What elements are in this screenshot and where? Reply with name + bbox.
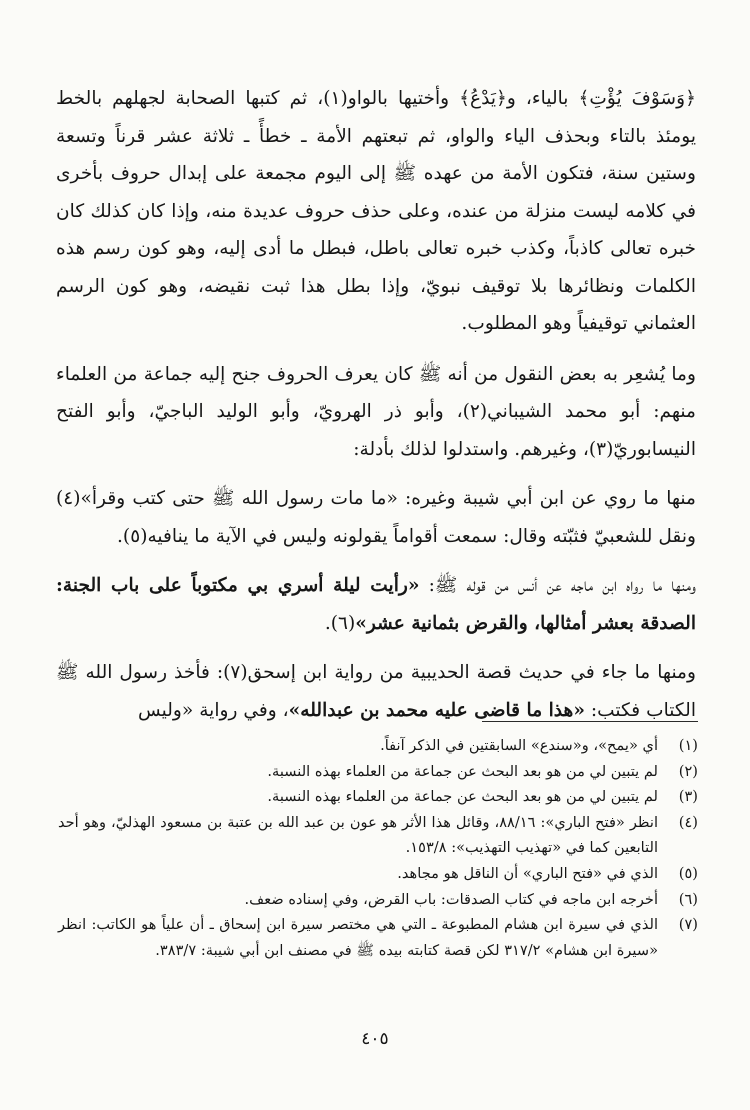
footnote-number: (٥): [678, 864, 698, 882]
footnote-text: أي «يمح»، و«سندع» السابقتين في الذكر آنفاً.: [380, 737, 658, 754]
footnote-number: (٦): [678, 890, 698, 908]
footnote-item: [58, 784, 698, 810]
footnotes: [58, 733, 698, 963]
footnote-item: [58, 912, 698, 963]
footnote-number: (٣): [678, 788, 698, 806]
footnote-item: [58, 861, 698, 887]
footnote-text: الذي في سيرة ابن هشام المطبوعة ـ التي هي مختصر سيرة ابن إسحاق ـ أن علياً هو الكاتب: انظر «سيرة ابن هشام» ٣١٧/٢ لكن قصة كتابته بيده ﷺ في مصنف ابن أبي شيبة: ٣٨٣/٧.: [58, 916, 658, 959]
footnote-number: (١): [678, 737, 698, 754]
footnote-number: (٢): [678, 762, 698, 780]
paragraph-4-end: (٦).: [324, 612, 356, 634]
paragraph-4: [56, 567, 696, 642]
footnote-item: [58, 810, 698, 861]
paragraph-5: [56, 654, 696, 729]
footnote-text: انظر «فتح الباري»: ٨٨/١٦، وقائل هذا الأثر هو عون بن عبد الله بن عتبة بن مسعود الهذليّ، وهو أحد التابعين كما في «تهذيب التهذيب»: ١٥٣/٨.: [58, 813, 658, 857]
paragraph-2: وما يُشعِر به بعض النقول من أنه ﷺ كان يعرف الحروف جنح إليه جماعة من العلماء منهم: أبو محمد الشيباني(٢)، وأبو ذر الهرويّ، وأبو الوليد الباجيّ، وأبو الفتح النيسابوريّ(٣)، وغيرهم. واستدلوا لذلك بأدلة:: [56, 363, 696, 460]
footnote-text: لم يتبين لي من هو بعد البحث عن جماعة من العلماء بهذه النسبة.: [267, 762, 658, 780]
footnote-item: [58, 759, 698, 785]
footnote-separator: [482, 721, 698, 722]
body-text: [56, 80, 696, 729]
footnote-item: [58, 887, 698, 913]
paragraph-5-hadith-quote: «هذا ما قاضى عليه محمد بن عبدالله»: [288, 699, 585, 721]
paragraph-4-lead: ومنها ما رواه ابن ماجه عن أنس من قوله ﷺ:: [419, 575, 696, 596]
paragraph-5-lead: ومنها ما جاء في حديث قصة الحديبية من رواية ابن إسحق(٧): فأخذ رسول الله ﷺ الكتاب فكتب:: [56, 662, 696, 721]
footnote-number: (٧): [678, 916, 698, 934]
paragraph-4-hadith-quote: «رأيت ليلة أسري بي مكتوباً على باب الجنة: الصدقة بعشر أمثالها، والقرض بثمانية عشر»: [56, 575, 696, 634]
footnote-number: (٤): [678, 813, 698, 831]
paragraph-1: ﴿وَسَوْفَ يُؤْتِ﴾ بالياء، و﴿يَدْعُ﴾ وأختيها بالواو(١)، ثم كتبها الصحابة لجهلهم بالخط يومئذ بالتاء وبحذف الياء والواو، ثم تبعتهم الأمة ـ خطأً ـ ثلاثة عشر قرناً وتسعة وستين سنة، فتكون الأمة من عهده ﷺ إلى اليوم مجمعة على إبدال حروف بأخرى في كلامه ليست منزلة من عنده، وعلى حذف حروف عديدة منه، وإذا كان كذلك كان خبره تعالى كاذباً، وكذب خبره تعالى باطل، فبطل ما أدى إليه، وهو كون رسم هذه الكلمات ونظائرها بلا توقيف نبويّ، وإذا بطل هذا ثبت نقيضه، وهو كون الرسم العثماني توقيفياً وهو المطلوب.: [56, 88, 696, 334]
footnote-item: [58, 733, 698, 759]
paragraph-5-end: ، وفي رواية «وليس: [137, 699, 289, 721]
footnote-text: لم يتبين لي من هو بعد البحث عن جماعة من العلماء بهذه النسبة.: [267, 788, 658, 806]
page-number: ٤٠٥: [361, 1029, 389, 1049]
footnote-text: أخرجه ابن ماجه في كتاب الصدقات: باب القرض، وفي إسناده ضعف.: [244, 890, 658, 908]
footnote-text: الذي في «فتح الباري» أن الناقل هو مجاهد.: [397, 864, 658, 882]
paragraph-3: منها ما روي عن ابن أبي شيبة وغيره: «ما مات رسول الله ﷺ حتى كتب وقرأ»(٤) ونقل للشعبيّ فثبّته وقال: سمعت أقواماً يقولونه وليس في الآية ما ينافيه(٥).: [56, 488, 696, 547]
